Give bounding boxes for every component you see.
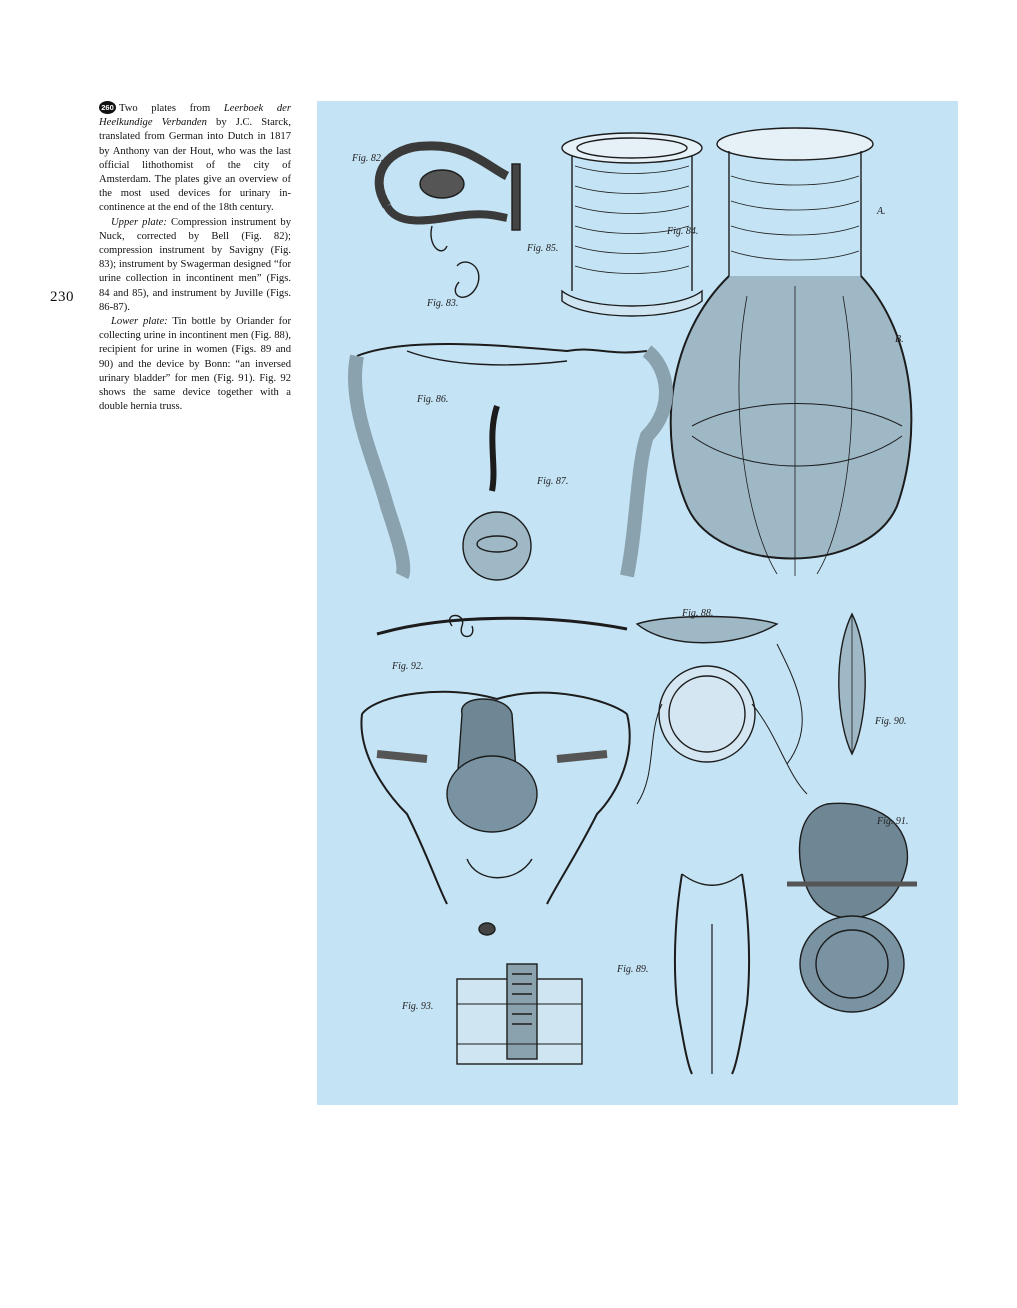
caption-intro-lead: Two plates from <box>119 103 224 114</box>
fig-84-cylinder <box>562 133 702 316</box>
fig-86-harness <box>355 344 666 580</box>
page-number: 230 <box>50 289 74 305</box>
upper-plate-text: Compression instrument by Nuck, corrected by Bell (Fig. 82); compression instrument by Savigny (Fig. 83); instrument by Swagerman designed “for urine collection in incontinent men” (Figs. 84 and 85), and instrument by Juville (Figs. 86-87). <box>99 216 292 313</box>
lower-plate-svg <box>347 604 921 1084</box>
label-fig-93: Fig. 93. <box>402 1001 434 1012</box>
label-fig-90: Fig. 90. <box>875 716 907 727</box>
caption-upper-plate <box>99 216 291 315</box>
label-fig-91: Fig. 91. <box>877 816 909 827</box>
label-fig-87: Fig. 87. <box>537 476 569 487</box>
figure-number-badge: 260 <box>99 101 116 114</box>
label-fig-92: Fig. 92. <box>392 661 424 672</box>
fig-88-89-vessels <box>637 617 807 805</box>
label-fig-86: Fig. 86. <box>417 394 449 405</box>
caption-lower-plate <box>99 315 291 414</box>
label-fig-89: Fig. 89. <box>617 964 649 975</box>
caption-intro <box>99 101 291 216</box>
upper-plate-engraving <box>347 106 921 598</box>
lower-plate-engraving <box>347 604 921 1084</box>
label-fig-82: Fig. 82. <box>352 153 384 164</box>
label-fig-88: Fig. 88. <box>682 608 714 619</box>
upper-plate-svg <box>347 106 921 598</box>
figure-caption <box>99 101 291 414</box>
label-fig-85: Fig. 85. <box>527 243 559 254</box>
fig-85-urine-bag <box>671 128 912 576</box>
lower-plate-label: Lower plate: <box>111 316 168 328</box>
fig-91-bladder <box>787 803 917 1012</box>
label-b: B. <box>895 334 904 345</box>
label-a: A. <box>877 206 886 217</box>
lower-plate-text: Tin bottle by Oriander for collecting urine in incontinent men (Fig. 88), recipient for urine in women (Figs. 89 and 90) and the device by Bonn: “an inversed urinary bladder” for men (Fig. 91). Fig. 92 shows the same device together with a double hernia truss. <box>99 316 291 413</box>
fig-82-compression-instrument <box>379 146 520 297</box>
book-title: Leerboek der Heelkundige Verbanden <box>99 103 291 129</box>
fig-90-recipient <box>839 614 865 754</box>
label-fig-84: Fig. 84. <box>667 226 699 237</box>
upper-plate-label: Upper plate: <box>111 216 167 228</box>
fig-83-body <box>675 874 749 1074</box>
caption-intro-body: by J.C. Starck, translated from German into Dutch in 1817 by Anthony van der Hout, who was the last official lithothomist of the city of Amsterdam. The plates give an overview of the most used devices for urinary incontinence at the end of the 18th century. <box>99 117 291 214</box>
fig-93-clamp <box>457 964 582 1064</box>
label-fig-83: Fig. 83. <box>427 298 459 309</box>
